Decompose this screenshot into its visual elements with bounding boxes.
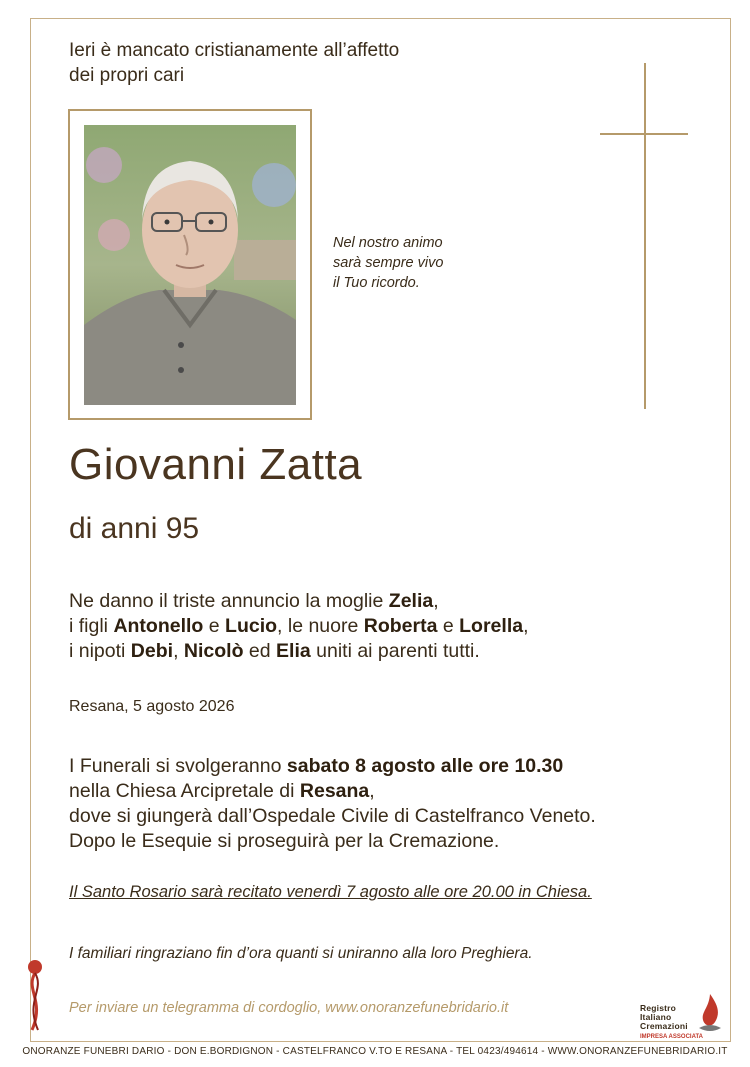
intro-line-1: Ieri è mancato cristianamente all’affetto — [69, 40, 400, 61]
cross-icon — [598, 63, 690, 409]
deceased-age: di anni 95 — [69, 512, 200, 545]
logo-line-2: Italiano — [640, 1012, 672, 1022]
logo-subtitle: IMPRESA ASSOCIATA — [640, 1034, 704, 1040]
funeral-line-1: I Funerali si svolgeranno sabato 8 agosto alle ore 10.30 — [69, 755, 564, 777]
logo-line-1: Registro — [640, 1003, 677, 1013]
rosary-note: Il Santo Rosario sarà recitato venerdì 7 agosto alle ore 20.00 in Chiesa. — [69, 883, 592, 901]
announcement-line-2: i figli Antonello e Lucio, le nuore Roberta e Lorella, — [69, 615, 529, 637]
logo-line-3: Cremazioni — [640, 1021, 688, 1031]
quote-text — [333, 233, 443, 293]
quote-line-3: il Tuo ricordo. — [333, 275, 420, 291]
deceased-name: Giovanni Zatta — [69, 440, 363, 489]
place-date: Resana, 5 agosto 2026 — [69, 698, 235, 715]
portrait-photo — [84, 125, 296, 405]
intro-line-2: dei propri cari — [69, 65, 185, 86]
quote-line-1: Nel nostro animo — [333, 235, 443, 251]
quote-line-2: sarà sempre vivo — [333, 255, 444, 271]
cremation-registry-logo — [640, 990, 735, 1040]
thanks-note: I familiari ringraziano fin d’ora quanti si uniranno alla loro Preghiera. — [69, 945, 533, 962]
photo-frame — [68, 109, 312, 420]
ribbon-icon — [20, 955, 50, 1035]
funeral-line-4: Dopo le Esequie si proseguirà per la Cremazione. — [69, 830, 500, 852]
funeral-line-3: dove si giungerà dall’Ospedale Civile di Castelfranco Veneto. — [69, 805, 596, 827]
announcement-paragraph — [69, 589, 529, 664]
announcement-line-1: Ne danno il triste annuncio la moglie Zelia, — [69, 590, 439, 612]
intro-text — [69, 38, 399, 88]
footer-contact: ONORANZE FUNEBRI DARIO - DON E.BORDIGNON - CASTELFRANCO V.TO E RESANA - TEL 0423/494614 - WWW.ONORANZEFUNEBRIDARIO.IT — [22, 1046, 728, 1057]
funeral-paragraph — [69, 754, 596, 854]
telegram-link[interactable]: Per inviare un telegramma di cordoglio, www.onoranzefunebridario.it — [69, 1000, 509, 1016]
flame-icon — [695, 992, 725, 1036]
funeral-line-2: nella Chiesa Arcipretale di Resana, — [69, 780, 375, 802]
portrait-illustration — [84, 125, 296, 405]
announcement-line-3: i nipoti Debi, Nicolò ed Elia uniti ai parenti tutti. — [69, 640, 480, 662]
